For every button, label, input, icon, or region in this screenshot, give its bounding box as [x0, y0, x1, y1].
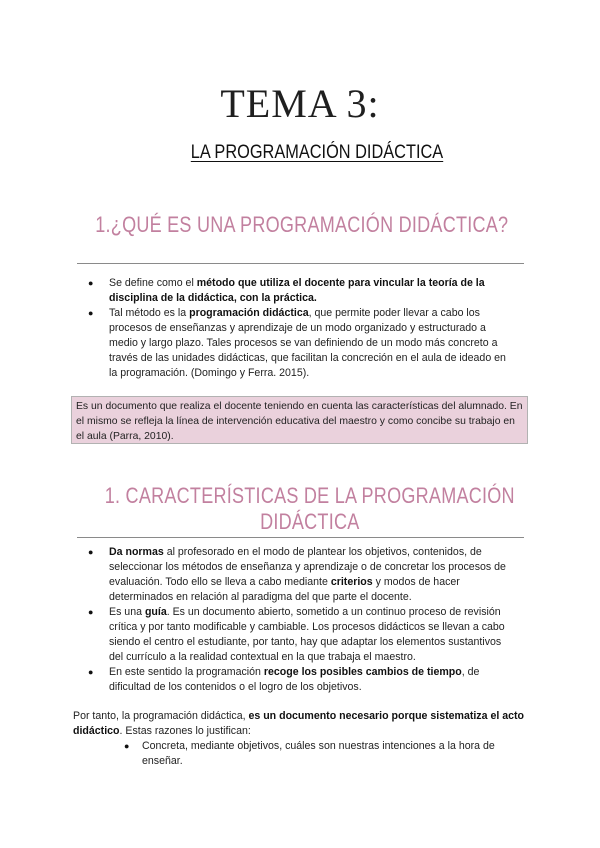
section-2-divider [77, 537, 524, 538]
bullet-text: , que permite poder llevar a cabo los procesos de enseñanzas y aprendizaje de un modo organizado y estructurado a medio y largo plazo. Tales procesos se van definiendo de un modo más concreto a través de las unidades didácticas, que facilitan la concreción en el aula de ideado en la programación. (Domingo y Ferra. 2015). [109, 307, 506, 379]
paragraph-text: Por tanto, la programación didáctica, [73, 710, 249, 722]
bullet-text: . Es un documento abierto, sometido a un continuo proceso de revisión crítica y por tanto modificable y cambiable. Los procesos didácticos se llevan a cabo siendo el centro el estudiante, por tanto, hay que adaptar los elementos sustantivos del currículo a la realidad contextual en la que trabaja el maestro. [109, 606, 505, 663]
list-item [88, 276, 508, 306]
list-item [88, 545, 508, 605]
list-item [88, 605, 508, 665]
bullet-text: Se define como el [109, 277, 197, 289]
bullet-icon: ● [88, 308, 94, 318]
definition-note-box: Es un documento que realiza el docente teniendo en cuenta las características del alumnado. En el mismo se refleja la línea de intervención educativa del maestro y como concibe su trabajo en el aula (Parra, 2010). [71, 396, 528, 444]
paragraph-bold-text: es un documento necesario porque sistematiza el acto didáctico [73, 710, 524, 737]
bullet-text: y modos de hacer determinados en relación al paradigma del que parte el docente. [109, 576, 460, 603]
bullet-text: Concreta, mediante objetivos, cuáles son nuestras intenciones a la hora de enseñar. [142, 740, 495, 767]
list-item [124, 739, 524, 769]
bullet-text: al profesorado en el modo de plantear los objetivos, contenidos, de seleccionar los métodos de enseñanza y aprendizaje o de concretar los procesos de evaluación. Todo ello se lleva a cabo mediante [109, 546, 506, 588]
bullet-text: En este sentido la programación [109, 666, 264, 678]
bullet-bold-text: criterios [330, 576, 373, 588]
bullet-icon: ● [88, 547, 94, 557]
bullet-bold-text: guía [144, 606, 167, 618]
summary-paragraph [73, 709, 533, 739]
bullet-bold-text: Da normas [109, 546, 164, 558]
paragraph-text: . Estas razones lo justifican: [119, 725, 251, 737]
section-1-bullet-list [88, 276, 508, 381]
section-1-heading: 1.¿QUÉ ES UNA PROGRAMACIÓN DIDÁCTICA? [95, 212, 509, 237]
bullet-text: Tal método es la [109, 307, 190, 319]
section-2-heading: 1. CARACTERÍSTICAS DE LA PROGRAMACIÓN DIDÁCTICA [104, 483, 515, 534]
bullet-icon: ● [124, 741, 130, 751]
bullet-bold-text: método que utiliza el docente para vincular la teoría de la disciplina de la didáctica, con la práctica. [109, 277, 485, 304]
bullet-bold-text: programación didáctica [189, 307, 309, 319]
bullet-icon: ● [88, 607, 94, 617]
bullet-icon: ● [88, 667, 94, 677]
bullet-text: , de dificultad de los contenidos o el logro de los objetivos. [109, 666, 480, 693]
list-item [88, 665, 508, 695]
section-1-divider [77, 263, 524, 264]
page-title: TEMA 3: [220, 81, 380, 126]
bullet-icon: ● [88, 278, 94, 288]
section-2-bullet-list [88, 545, 508, 695]
bullet-text: Es una [109, 606, 145, 618]
list-item [88, 306, 508, 381]
page-subtitle [44, 142, 589, 164]
page-subtitle-text: LA PROGRAMACIÓN DIDÁCTICA [190, 142, 444, 163]
reasons-bullet-list [124, 739, 524, 769]
bullet-bold-text: recoge los posibles cambios de tiempo [263, 666, 462, 678]
